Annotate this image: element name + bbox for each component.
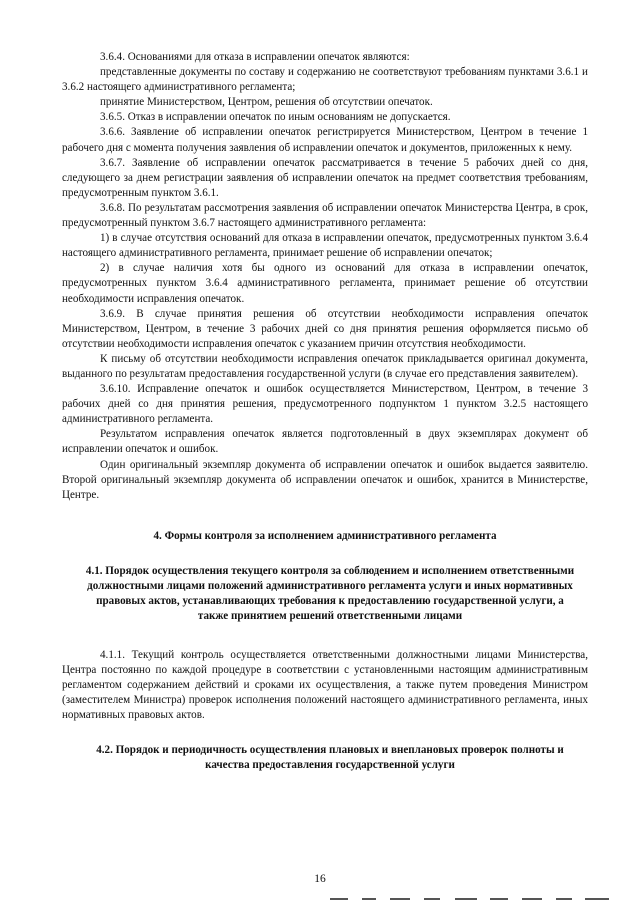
scan-mark — [362, 898, 376, 900]
paragraph-letter-attachment: К письму об отсутствии необходимости исправления опечаток прикладывается оригинал документа, выданного по результатам предоставления государственной услуги (в случае его представления заявителем). — [62, 352, 588, 380]
paragraph-3-6-8: 3.6.8. По результатам рассмотрения заявления об исправлении опечаток Министерства Центра, в срок, предусмотренный пунктом 3.6.7 настоящего административного регламента: — [62, 201, 588, 230]
scan-mark — [455, 898, 477, 900]
paragraph-3-6-7: 3.6.7. Заявление об исправлении опечаток рассматривается в течение 5 рабочих дней со дня, следующего за днем регистрации заявления об исправлении опечаток на предмет соответствия требованиям, предусмотренным пунктом 3.6.1. — [62, 156, 588, 199]
paragraph-3-6-4-item-2: принятие Министерством, Центром, решения об отсутствии опечаток. — [100, 96, 433, 109]
scan-mark — [424, 898, 440, 900]
paragraph-3-6-6: 3.6.6. Заявление об исправлении опечаток регистрируется Министерством, Центром в течение 1 рабочего дня с момента получения заявления об исправлении опечаток и документов, приложенных к нему. — [62, 126, 588, 154]
paragraph-3-6-8-item-2: 2) в случае наличия хотя бы одного из оснований для отказа в исправлении опечаток, предусмотренных пунктом 3.6.4 административного регламента, принимает решение об отсутствии необходимости исправления опечаток. — [62, 262, 588, 305]
scan-mark — [490, 898, 508, 900]
scan-mark — [556, 898, 572, 900]
scan-mark — [390, 898, 410, 900]
paragraph-3-6-9: 3.6.9. В случае принятия решения об отсутствии необходимости исправления опечаток Министерством, Центром, в течение 3 рабочих дней со дня принятия решения оформляется письмо об отсутствии необходимости исправления опечаток с указанием причин отсутствия необходимости. — [62, 307, 588, 350]
paragraph-3-6-4: 3.6.4. Основаниями для отказа в исправлении опечаток являются: — [100, 51, 410, 63]
page-number: 16 — [314, 873, 326, 885]
paragraph-3-6-8-item-1: 1) в случае отсутствия оснований для отказа в исправлении опечаток, предусмотренных пунктом 3.6.4 настоящего административного регламента, принимает решение об исправлении опечаток; — [62, 232, 588, 260]
section-4-1-heading: 4.1. Порядок осуществления текущего контроля за соблюдением и исполнением ответственными должностными лицами положений административного регламента услуги и иных нормативных правовых актов, устанавливающих требования к предоставлению государственной услуги, а также принятием решений ответственными лицами — [85, 564, 575, 622]
paragraph-4-1-1: 4.1.1. Текущий контроль осуществляется ответственными должностными лицами Министерства, Центра постоянно по каждой процедуре в соответствии с установленными настоящим административным регламентом содержанием действий и сроками их осуществления, а также путем проведения Министром (заместителем Министра) проверок исполнения положений настоящего административного регламента, иных нормативных правовых актов. — [62, 648, 588, 722]
paragraph-3-6-4-item-1: представленные документы по составу и содержанию не соответствуют требованиям пунктами 3.6.1 и 3.6.2 настоящего административного регламента; — [62, 66, 588, 94]
paragraph-original-copy: Один оригинальный экземпляр документа об исправлении опечаток и ошибок выдается заявителю. Второй оригинальный экземпляр документа об исправлении опечаток и ошибок, хранится в Министерстве, Центре. — [62, 458, 588, 501]
document-page — [62, 50, 588, 773]
scan-mark — [585, 898, 609, 900]
section-4-heading: 4. Формы контроля за исполнением административного регламента — [153, 529, 497, 542]
scan-mark — [330, 898, 348, 900]
section-4-2-heading: 4.2. Порядок и периодичность осуществления плановых и внеплановых проверок полноты и качества предоставления государственной услуги — [96, 744, 564, 772]
scan-edge-artifact — [0, 898, 640, 902]
paragraph-3-6-10: 3.6.10. Исправление опечаток и ошибок осуществляется Министерством, Центром, в течение 3 рабочих дней со дня принятия решения, предусмотренного подпунктом 1 пунктом 3.2.5 настоящего административного регламента. — [62, 383, 588, 426]
paragraph-3-6-5: 3.6.5. Отказ в исправлении опечаток по иным основаниям не допускается. — [100, 111, 451, 124]
scan-mark — [522, 898, 542, 900]
paragraph-result: Результатом исправления опечаток является подготовленный в двух экземплярах документ об исправлении опечаток и ошибок. — [62, 428, 588, 456]
